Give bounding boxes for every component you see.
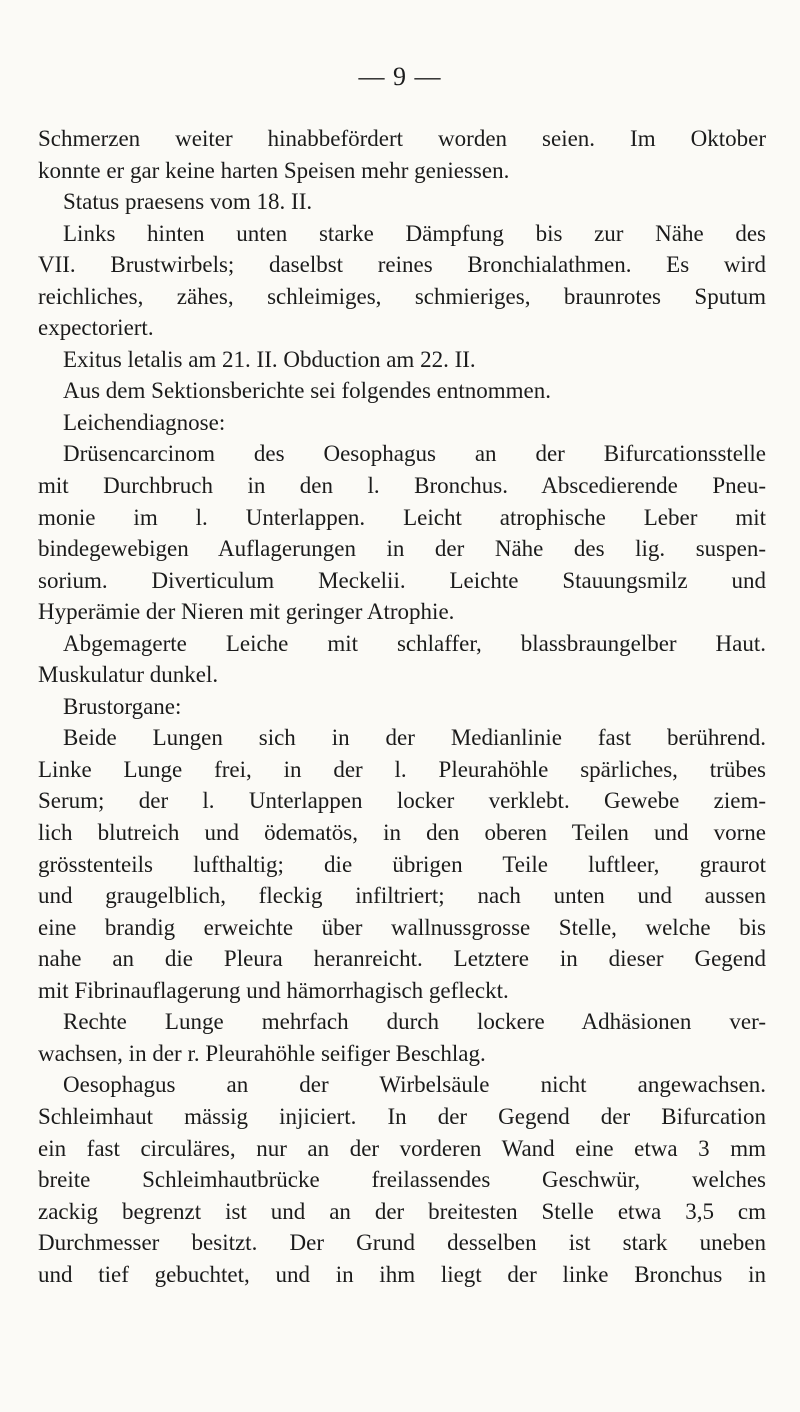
text-line: eine brandig erweichte über wallnussgrosse Stelle, welche bis: [38, 914, 766, 940]
text-line: expectoriert.: [38, 315, 154, 341]
text-line: ein fast circuläres, nur an der vorderen Wand eine etwa 3 mm: [38, 1135, 766, 1161]
text-line: Status praesens vom 18. II.: [63, 189, 313, 215]
text-line: Serum; der l. Unterlappen locker verklebt. Gewebe ziem-: [38, 788, 766, 814]
text-line: Schmerzen weiter hinabbefördert worden seien. Im Oktober: [38, 126, 766, 151]
text-line: wachsen, in der r. Pleurahöhle seifiger Beschlag.: [38, 1040, 486, 1066]
text-line: bindegewebigen Auflagerungen in der Nähe des lig. suspen-: [38, 536, 766, 562]
text-line: konnte er gar keine harten Speisen mehr geniessen.: [38, 157, 510, 183]
text-line: und tief gebuchtet, und in ihm liegt der linke Bronchus in: [38, 1261, 766, 1287]
text-line: grösstenteils lufthaltig; die übrigen Teile luftleer, graurot: [38, 851, 766, 877]
text-line: reichliches, zähes, schleimiges, schmieriges, braunrotes Sputum: [38, 283, 766, 309]
text-line: breite Schleimhautbrücke freilassendes Geschwür, welches: [38, 1167, 766, 1193]
text-line: monie im l. Unterlappen. Leicht atrophische Leber mit: [38, 504, 766, 530]
text-line: lich blutreich und ödematös, in den oberen Teilen und vorne: [38, 820, 766, 846]
text-line: sorium. Diverticulum Meckelii. Leichte Stauungsmilz und: [38, 567, 766, 593]
text-line: und graugelblich, fleckig infiltriert; nach unten und aussen: [38, 883, 766, 909]
text-line: Muskulatur dunkel.: [38, 662, 219, 688]
text-line: Beide Lungen sich in der Medianlinie fast berührend.: [63, 725, 766, 751]
body-text: [38, 123, 766, 1290]
text-line: Linke Lunge frei, in der l. Pleurahöhle spärliches, trübes: [38, 756, 766, 782]
text-line: mit Fibrinauflagerung und hämorrhagisch gefleckt.: [38, 977, 509, 1003]
text-line: Abgemagerte Leiche mit schlaffer, blassbraungelber Haut.: [63, 630, 766, 656]
text-line: Schleimhaut mässig injiciert. In der Gegend der Bifurcation: [38, 1103, 766, 1129]
text-line: Brustorgane:: [63, 693, 182, 719]
text-line: Links hinten unten starke Dämpfung bis zur Nähe des: [63, 220, 766, 246]
text-line: Exitus letalis am 21. II. Obduction am 22. II.: [63, 346, 476, 372]
page-number: — 9 —: [358, 62, 442, 91]
text-line: Rechte Lunge mehrfach durch lockere Adhäsionen ver-: [63, 1009, 766, 1035]
text-line: Hyperämie der Nieren mit geringer Atrophie.: [38, 599, 455, 625]
text-line: mit Durchbruch in den l. Bronchus. Abscedierende Pneu-: [38, 473, 766, 499]
text-line: nahe an die Pleura heranreicht. Letztere in dieser Gegend: [38, 946, 766, 972]
text-line: Oesophagus an der Wirbelsäule nicht angewachsen.: [63, 1072, 766, 1098]
text-line: Aus dem Sektionsberichte sei folgendes entnommen.: [63, 378, 552, 404]
text-line: zackig begrenzt ist und an der breitesten Stelle etwa 3,5 cm: [38, 1198, 766, 1224]
text-line: Leichendiagnose:: [63, 409, 226, 435]
text-line: VII. Brustwirbels; daselbst reines Bronchialathmen. Es wird: [38, 252, 766, 278]
text-line: Durchmesser besitzt. Der Grund desselben ist stark uneben: [38, 1230, 766, 1256]
text-line: Drüsencarcinom des Oesophagus an der Bifurcationsstelle: [63, 441, 766, 467]
